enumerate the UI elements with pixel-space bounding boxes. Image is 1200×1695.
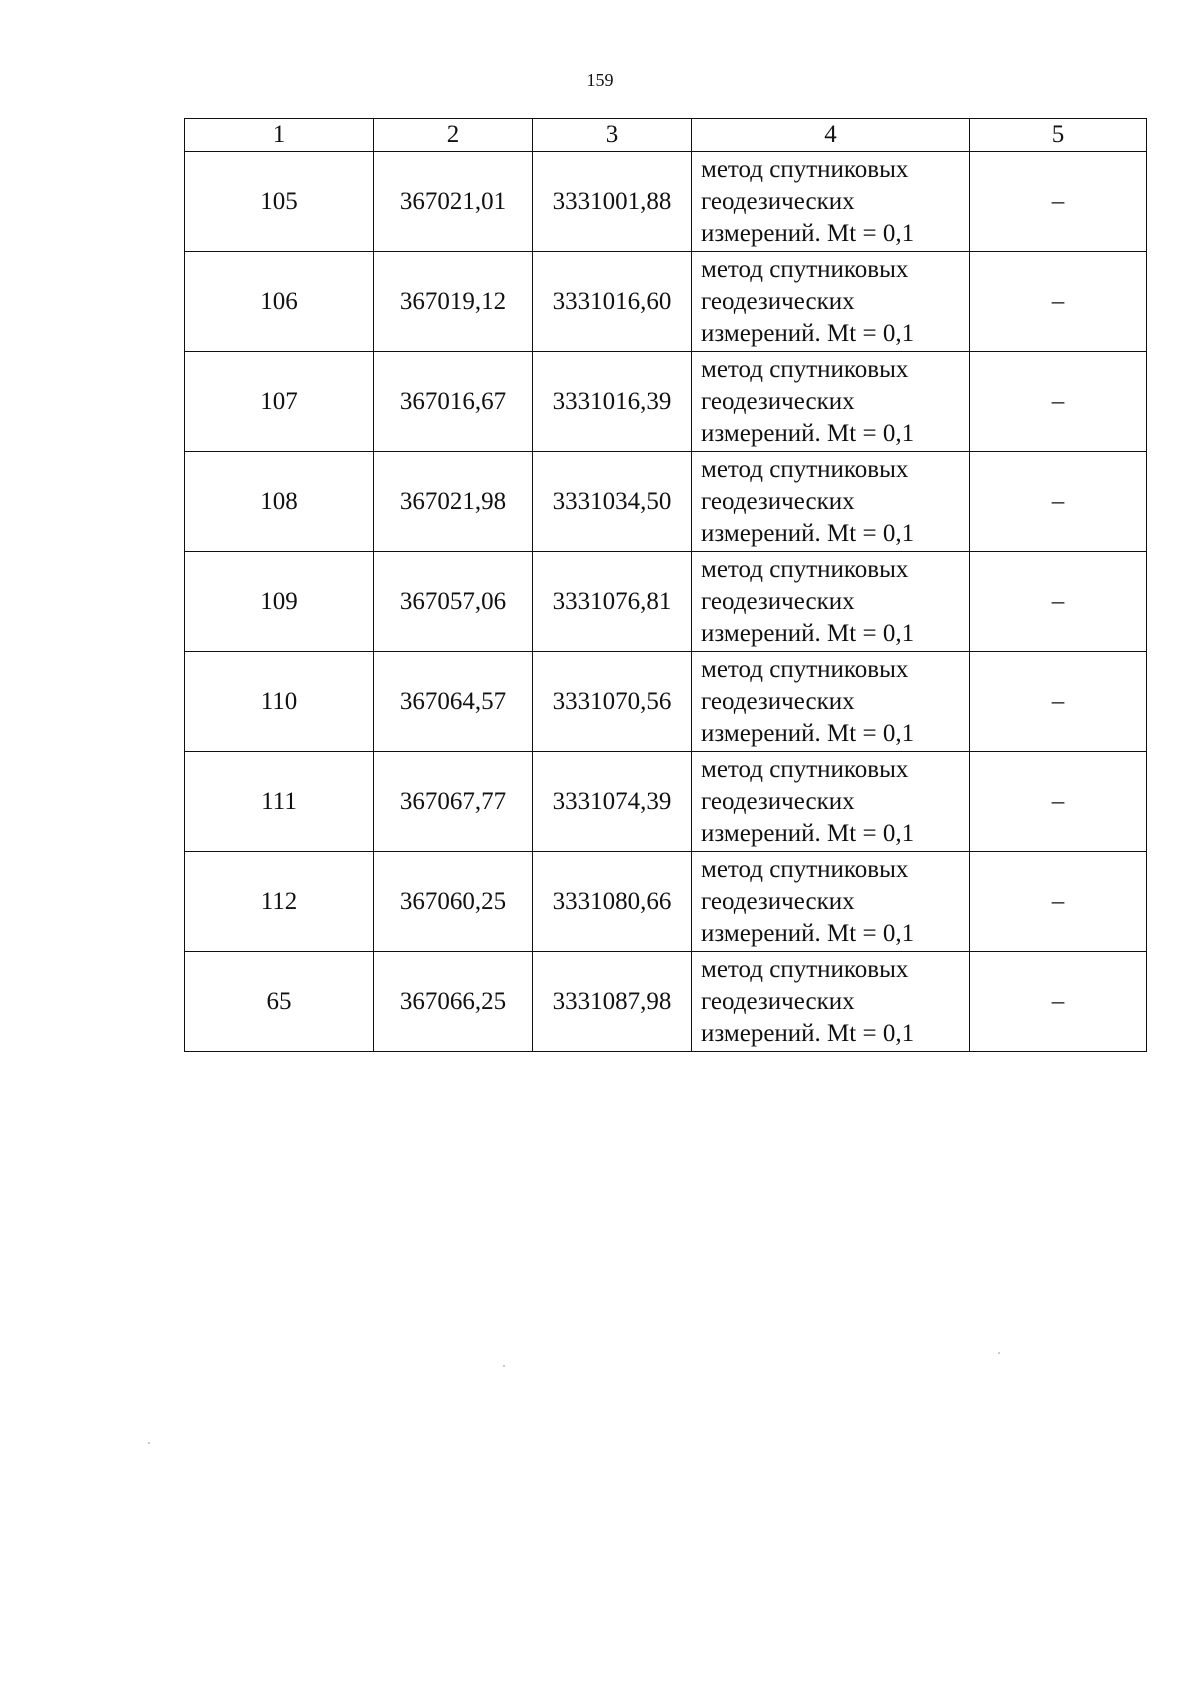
page-number: 159 [586, 70, 614, 90]
cell-y-coordinate: 3331016,39 [533, 352, 692, 452]
cell-y-coordinate: 3331087,98 [533, 952, 692, 1052]
table-row [185, 652, 1147, 752]
cell-note: – [970, 852, 1147, 952]
cell-y-coordinate: 3331074,39 [533, 752, 692, 852]
column-header-5: 5 [970, 119, 1147, 152]
scan-speck [148, 1442, 150, 1444]
scan-speck [503, 1365, 505, 1367]
method-line: измерений. Mt = 0,1 [701, 819, 915, 847]
method-line: геодезических [701, 987, 855, 1015]
cell-point-number: 111 [185, 752, 374, 852]
method-line: измерений. Mt = 0,1 [701, 1019, 915, 1047]
table-header [185, 119, 1147, 152]
cell-note: – [970, 352, 1147, 452]
scan-speck [998, 1352, 1000, 1354]
cell-note: – [970, 952, 1147, 1052]
cell-x-coordinate: 367019,12 [374, 252, 533, 352]
method-line: геодезических [701, 387, 855, 415]
table-row [185, 152, 1147, 252]
cell-method [692, 652, 970, 752]
method-line: метод спутниковых [701, 555, 909, 583]
method-line: геодезических [701, 587, 855, 615]
cell-point-number: 108 [185, 452, 374, 552]
method-line: метод спутниковых [701, 255, 909, 283]
column-header-3: 3 [533, 119, 692, 152]
column-header-4: 4 [692, 119, 970, 152]
cell-point-number: 106 [185, 252, 374, 352]
cell-x-coordinate: 367021,01 [374, 152, 533, 252]
method-line: геодезических [701, 487, 855, 515]
cell-note: – [970, 452, 1147, 552]
cell-method [692, 252, 970, 352]
cell-y-coordinate: 3331016,60 [533, 252, 692, 352]
method-line: измерений. Mt = 0,1 [701, 919, 915, 947]
method-line: геодезических [701, 687, 855, 715]
cell-note: – [970, 652, 1147, 752]
cell-x-coordinate: 367021,98 [374, 452, 533, 552]
cell-note: – [970, 552, 1147, 652]
table-row [185, 752, 1147, 852]
cell-y-coordinate: 3331070,56 [533, 652, 692, 752]
coordinates-table [184, 118, 1147, 1052]
cell-y-coordinate: 3331076,81 [533, 552, 692, 652]
cell-note: – [970, 152, 1147, 252]
table-row [185, 952, 1147, 1052]
method-line: измерений. Mt = 0,1 [701, 519, 915, 547]
column-header-1: 1 [185, 119, 374, 152]
table-body [185, 152, 1147, 1052]
method-line: измерений. Mt = 0,1 [701, 419, 915, 447]
column-header-2: 2 [374, 119, 533, 152]
cell-method [692, 452, 970, 552]
method-line: метод спутниковых [701, 355, 909, 383]
cell-y-coordinate: 3331034,50 [533, 452, 692, 552]
cell-note: – [970, 752, 1147, 852]
table-row [185, 252, 1147, 352]
method-line: измерений. Mt = 0,1 [701, 719, 915, 747]
method-line: измерений. Mt = 0,1 [701, 319, 915, 347]
cell-x-coordinate: 367064,57 [374, 652, 533, 752]
cell-y-coordinate: 3331001,88 [533, 152, 692, 252]
cell-method [692, 152, 970, 252]
cell-point-number: 65 [185, 952, 374, 1052]
method-line: метод спутниковых [701, 155, 909, 183]
method-line: метод спутниковых [701, 955, 909, 983]
method-line: метод спутниковых [701, 455, 909, 483]
cell-method [692, 752, 970, 852]
table-row [185, 852, 1147, 952]
cell-method [692, 552, 970, 652]
cell-note: – [970, 252, 1147, 352]
table-row [185, 452, 1147, 552]
method-line: измерений. Mt = 0,1 [701, 619, 915, 647]
cell-x-coordinate: 367060,25 [374, 852, 533, 952]
cell-point-number: 112 [185, 852, 374, 952]
method-line: метод спутниковых [701, 755, 909, 783]
cell-method [692, 352, 970, 452]
cell-method [692, 852, 970, 952]
method-line: геодезических [701, 287, 855, 315]
method-line: геодезических [701, 787, 855, 815]
cell-method [692, 952, 970, 1052]
header-row [185, 119, 1147, 152]
cell-point-number: 107 [185, 352, 374, 452]
cell-point-number: 109 [185, 552, 374, 652]
table-row [185, 352, 1147, 452]
method-line: метод спутниковых [701, 855, 909, 883]
cell-point-number: 110 [185, 652, 374, 752]
cell-point-number: 105 [185, 152, 374, 252]
cell-y-coordinate: 3331080,66 [533, 852, 692, 952]
table-row [185, 552, 1147, 652]
cell-x-coordinate: 367067,77 [374, 752, 533, 852]
method-line: геодезических [701, 887, 855, 915]
cell-x-coordinate: 367057,06 [374, 552, 533, 652]
method-line: геодезических [701, 187, 855, 215]
cell-x-coordinate: 367016,67 [374, 352, 533, 452]
cell-x-coordinate: 367066,25 [374, 952, 533, 1052]
method-line: метод спутниковых [701, 655, 909, 683]
method-line: измерений. Mt = 0,1 [701, 219, 915, 247]
